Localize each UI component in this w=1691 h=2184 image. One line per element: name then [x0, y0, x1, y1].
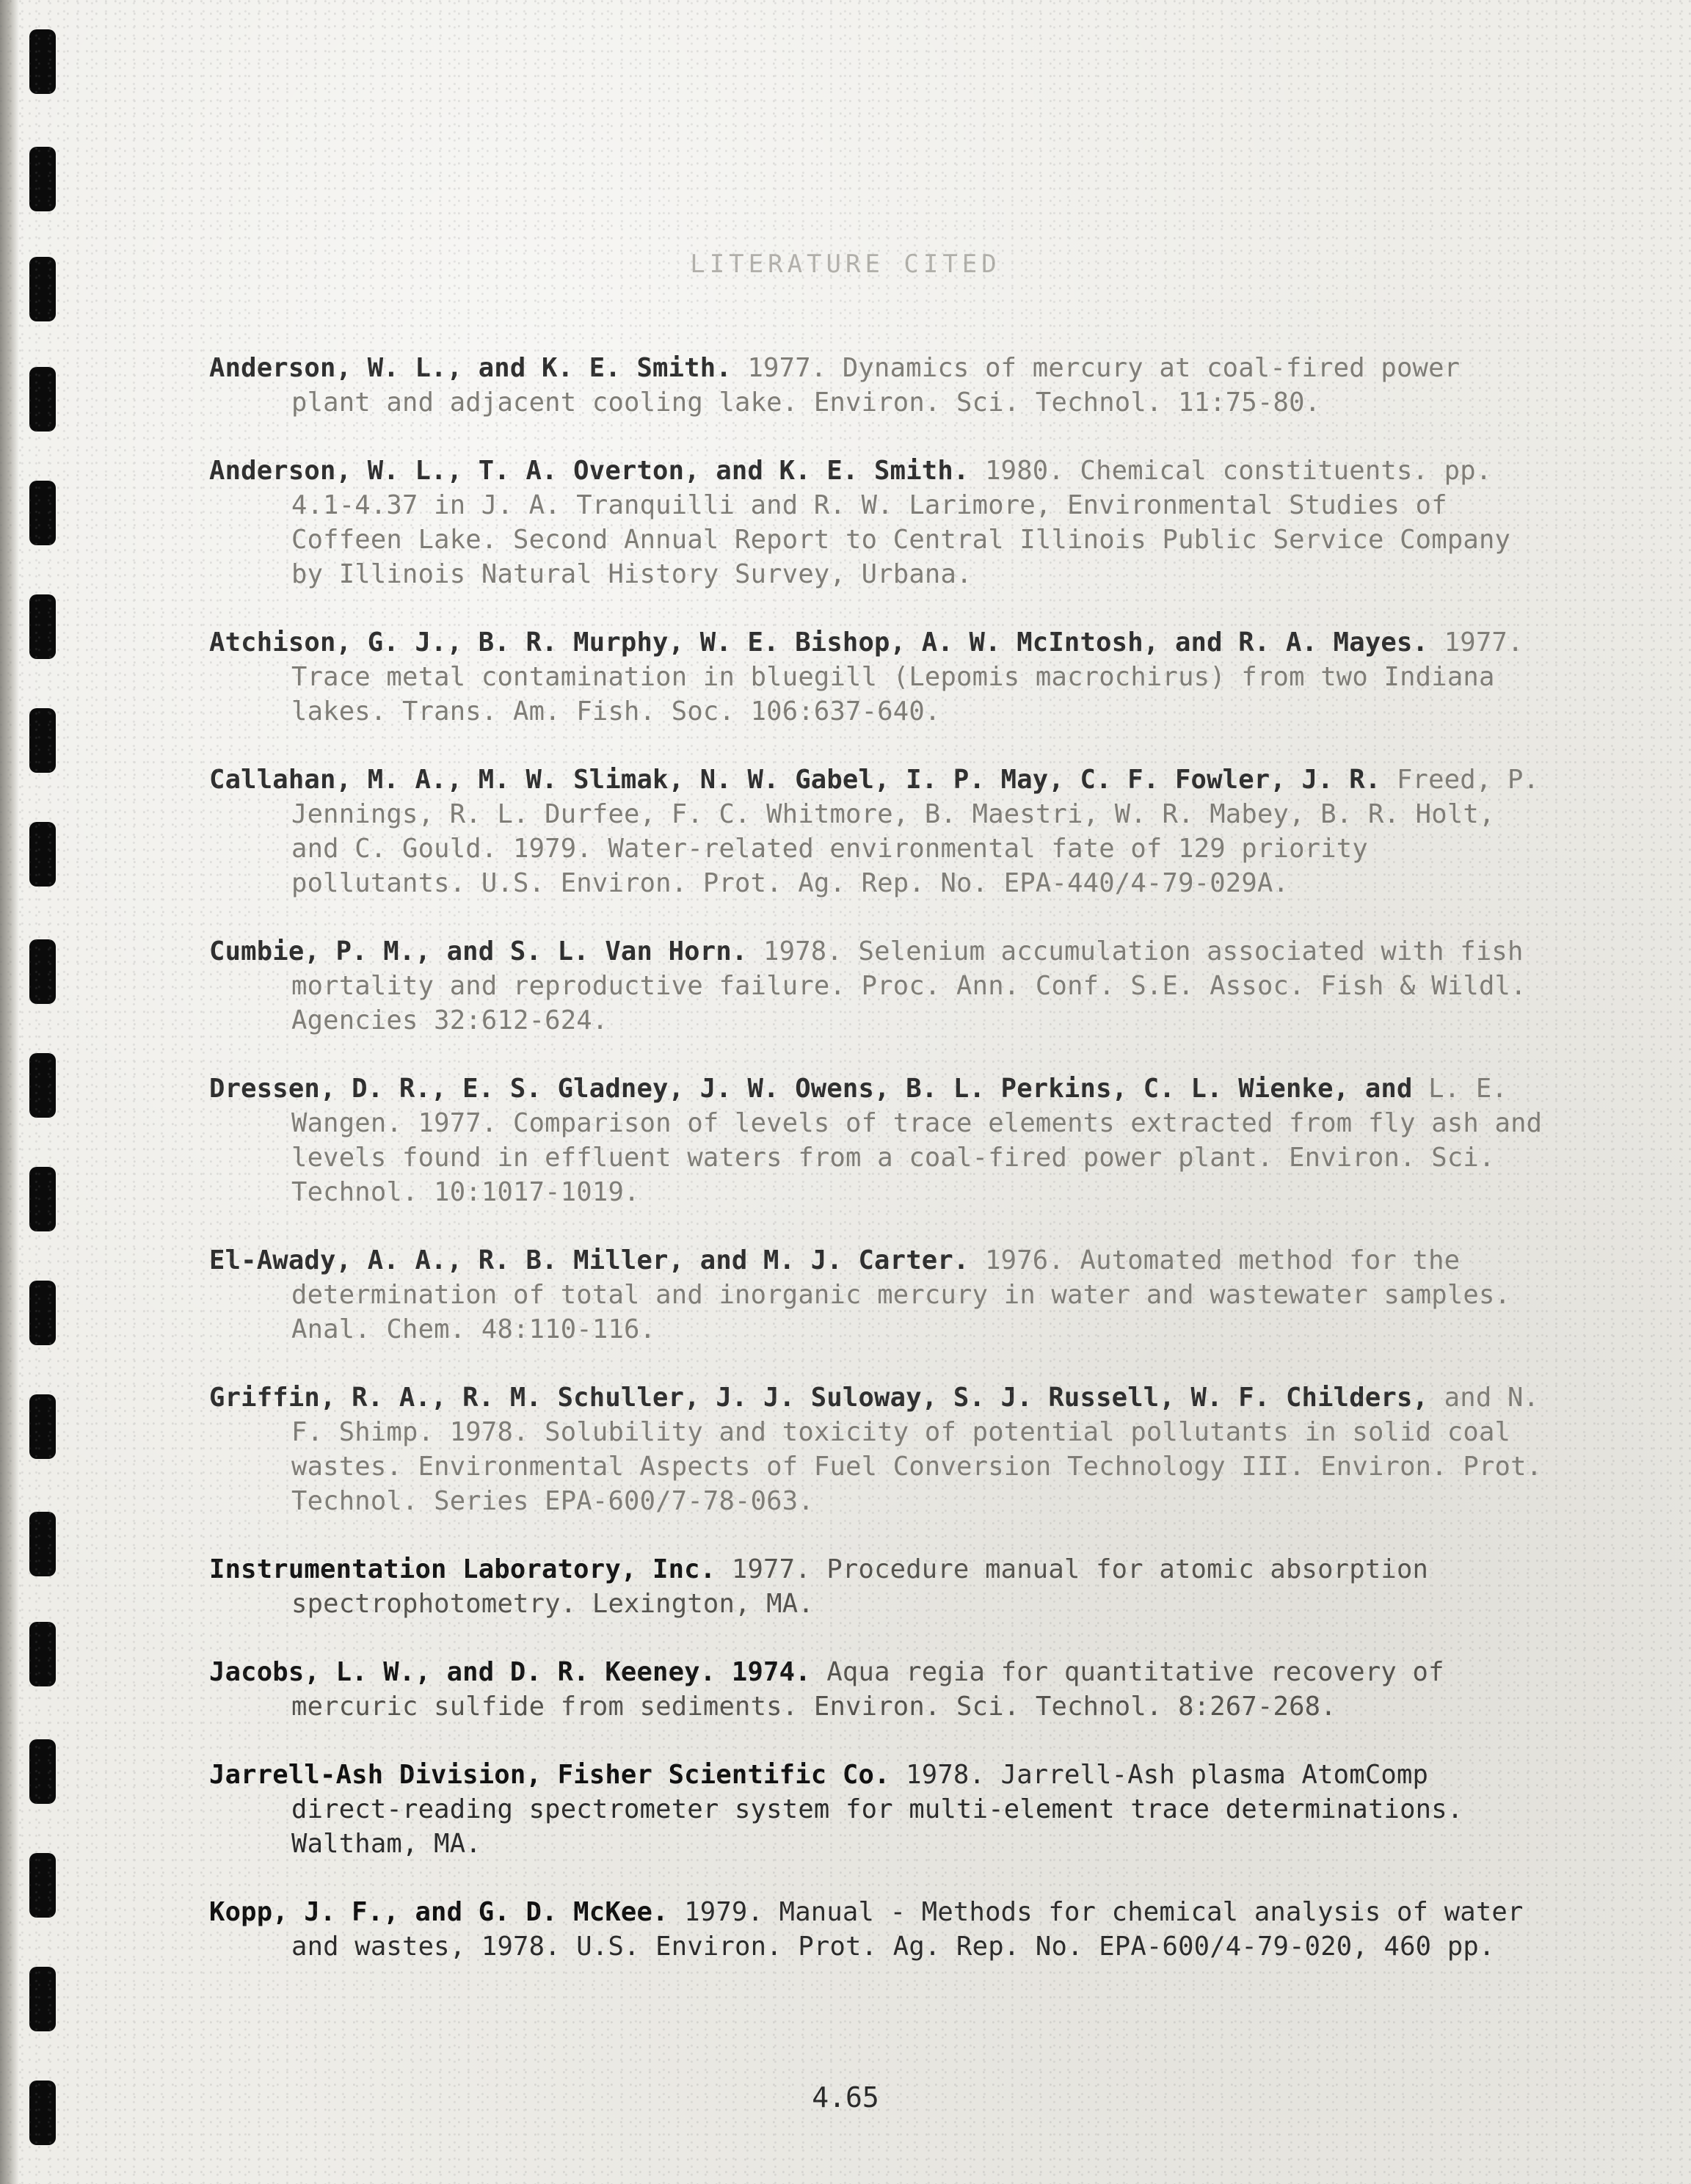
reference-details: 1976. Automated method for the determination of total and inorganic mercury in water and wastewater samples. Anal. Chem. 48:110-116.	[291, 1245, 1511, 1344]
binder-hole	[29, 1967, 56, 2031]
reference-details: L. E. Wangen. 1977. Comparison of levels of trace elements extracted from fly ash and levels found in effluent waters from a coal-fired power plant. Environ. Sci. Technol. 10:1017-1019.	[291, 1074, 1543, 1207]
binder-hole	[29, 1394, 56, 1459]
binder-hole	[29, 1853, 56, 1918]
reference-details: 1977. Procedure manual for atomic absorption spectrophotometry. Lexington, MA.	[291, 1554, 1429, 1619]
reference-entry	[209, 1655, 1552, 1724]
reference-list	[209, 351, 1552, 1998]
binder-hole	[29, 1739, 56, 1804]
reference-authors: Dressen, D. R., E. S. Gladney, J. W. Owens, B. L. Perkins, C. L. Wienke, and	[209, 1074, 1413, 1104]
binder-hole	[29, 367, 56, 432]
reference-entry	[209, 1380, 1552, 1518]
reference-entry	[209, 1895, 1552, 1964]
reference-entry	[209, 934, 1552, 1038]
page-edge-shadow	[0, 0, 19, 2184]
binder-hole	[29, 708, 56, 773]
reference-details: 1978. Jarrell-Ash plasma AtomComp direct-reading spectrometer system for multi-element trace determinations. Waltham, MA.	[291, 1760, 1463, 1859]
reference-authors: Cumbie, P. M., and S. L. Van Horn.	[209, 936, 748, 967]
reference-authors: Anderson, W. L., and K. E. Smith.	[209, 353, 732, 383]
reference-authors: Griffin, R. A., R. M. Schuller, J. J. Suloway, S. J. Russell, W. F. Childers,	[209, 1383, 1429, 1413]
binder-hole	[29, 594, 56, 659]
page-number: 4.65	[812, 2081, 879, 2114]
reference-details: 1977. Trace metal contamination in bluegill (Lepomis macrochirus) from two Indiana lakes. Trans. Am. Fish. Soc. 106:637-640.	[291, 627, 1524, 727]
reference-entry	[209, 625, 1552, 729]
reference-authors: Instrumentation Laboratory, Inc.	[209, 1554, 716, 1584]
reference-authors: Kopp, J. F., and G. D. McKee.	[209, 1897, 669, 1927]
reference-authors: Jarrell-Ash Division, Fisher Scientific Co.	[209, 1760, 890, 1790]
binder-hole	[29, 1512, 56, 1576]
reference-entry	[209, 762, 1552, 900]
binder-hole	[29, 822, 56, 887]
reference-details: 1977. Dynamics of mercury at coal-fired power plant and adjacent cooling lake. Environ. Sci. Technol. 11:75-80.	[291, 353, 1461, 418]
binder-holes	[29, 0, 59, 2184]
binder-hole	[29, 1053, 56, 1118]
reference-entry	[209, 1758, 1552, 1861]
binder-hole	[29, 939, 56, 1004]
reference-details: and N. F. Shimp. 1978. Solubility and toxicity of potential pollutants in solid coal wastes. Environmental Aspects of Fuel Conversion Technology III. Environ. Prot. Technol. Series EPA-600/7-78-063.	[291, 1383, 1543, 1516]
binder-hole	[29, 481, 56, 545]
reference-entry	[209, 351, 1552, 420]
section-title: LITERATURE CITED	[690, 250, 1001, 279]
reference-entry	[209, 1552, 1552, 1621]
reference-details: 1979. Manual - Methods for chemical analysis of water and wastes, 1978. U.S. Environ. Prot. Ag. Rep. No. EPA-600/4-79-020, 460 pp.	[291, 1897, 1524, 1962]
reference-authors: El-Awady, A. A., R. B. Miller, and M. J. Carter.	[209, 1245, 970, 1275]
reference-authors: Atchison, G. J., B. R. Murphy, W. E. Bishop, A. W. McIntosh, and R. A. Mayes.	[209, 627, 1429, 658]
reference-entry	[209, 454, 1552, 592]
binder-hole	[29, 1167, 56, 1231]
binder-hole	[29, 1622, 56, 1686]
binder-hole	[29, 147, 56, 211]
reference-details: 1980. Chemical constituents. pp. 4.1-4.37 in J. A. Tranquilli and R. W. Larimore, Environmental Studies of Coffeen Lake. Second Annual Report to Central Illinois Public Service Company by Illinois Natural History Survey, Urbana.	[291, 456, 1511, 589]
reference-entry	[209, 1243, 1552, 1347]
reference-authors: Callahan, M. A., M. W. Slimak, N. W. Gabel, I. P. May, C. F. Fowler, J. R.	[209, 765, 1381, 795]
reference-details: Aqua regia for quantitative recovery of mercuric sulfide from sediments. Environ. Sci. Technol. 8:267-268.	[291, 1657, 1444, 1722]
reference-authors: Jacobs, L. W., and D. R. Keeney. 1974.	[209, 1657, 811, 1687]
reference-details: Freed, P. Jennings, R. L. Durfee, F. C. Whitmore, B. Maestri, W. R. Mabey, B. R. Holt, and C. Gould. 1979. Water-related environmental fate of 129 priority pollutants. U.S. Environ. Prot. Ag. Rep. No. EPA-440/4-79-029A.	[291, 765, 1540, 898]
binder-hole	[29, 29, 56, 94]
reference-entry	[209, 1071, 1552, 1209]
reference-authors: Anderson, W. L., T. A. Overton, and K. E. Smith.	[209, 456, 970, 486]
binder-hole	[29, 1281, 56, 1345]
reference-details: 1978. Selenium accumulation associated with fish mortality and reproductive failure. Proc. Ann. Conf. S.E. Assoc. Fish & Wildl. Agencies 32:612-624.	[291, 936, 1527, 1035]
